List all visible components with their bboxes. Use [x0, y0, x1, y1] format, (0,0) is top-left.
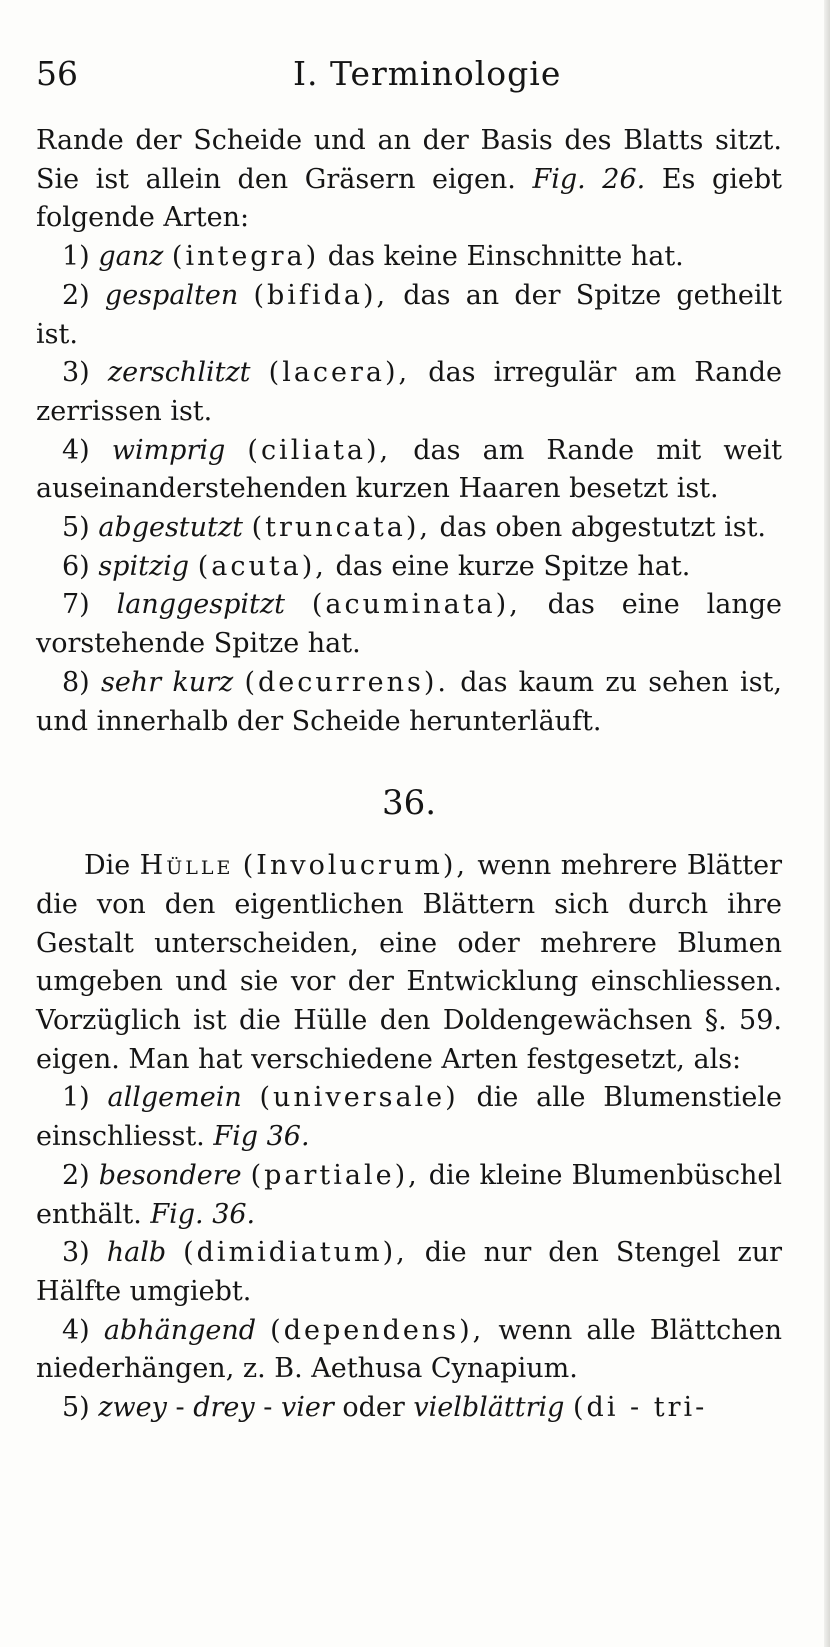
- intro-paragraph: Rande der Scheide und an der Basis des Blatts sitzt. Sie ist allein den Gräsern eigen. Fig. 26. Es giebt folgende Arten:: [36, 125, 782, 234]
- list-item: 2) gespalten (bifida), das an der Spitze getheilt ist.: [36, 279, 782, 350]
- page-edge: [824, 0, 830, 1647]
- page-header: [36, 54, 782, 104]
- list-item: 5) abgestutzt (truncata), das oben abgestutzt ist.: [62, 512, 767, 544]
- list-item: 4) wimprig (ciliata), das am Rande mit weit auseinanderstehenden kurzen Haaren besetzt ist.: [36, 434, 782, 505]
- list-item: 6) spitzig (acuta), das eine kurze Spitze hat.: [62, 550, 691, 582]
- intro-line-2: Es giebt folgende Arten:: [36, 163, 782, 234]
- text-block-continuation: [36, 122, 782, 741]
- defined-term-latin: (Involucrum),: [242, 850, 469, 882]
- list-item: 1) ganz (integra) das keine Einschnitte hat.: [62, 241, 684, 273]
- list-item: 2) besondere (partiale), die kleine Blumenbüschel enthält. Fig. 36.: [36, 1159, 782, 1230]
- list-item: 1) allgemein (universale) die alle Blumenstiele einschliesst. Fig 36.: [36, 1082, 782, 1153]
- list-item: 5) zwey - drey - vier oder vielblättrig (di - tri-: [62, 1392, 708, 1424]
- list-item: 8) sehr kurz (decurrens). das kaum zu sehen ist, und innerhalb der Scheide herunterläuft.: [36, 666, 782, 737]
- page-number: 56: [36, 54, 78, 93]
- figure-reference: Fig. 26.: [532, 163, 646, 195]
- figure-reference: Fig 36.: [213, 1121, 310, 1153]
- defined-term: Hülle: [139, 850, 234, 882]
- section-paragraph: Die Hülle (Involucrum), wenn mehrere Blätter die von den eigentlichen Blättern sich durch ihre Gestalt unterscheiden, eine oder mehrere Blumen umgeben und sie vor der Entwicklung einschliessen. Vorzüglich ist die Hülle den Doldengewächsen §. 59. eigen. Man hat verschiedene Arten festgesetzt, als:: [36, 850, 782, 1075]
- list-item: 3) halb (dimidiatum), die nur den Stengel zur Hälfte umgiebt.: [36, 1237, 783, 1307]
- list-item: 4) abhängend (dependens), wenn alle Blättchen niederhängen, z. B. Aethusa Cynapium.: [36, 1314, 782, 1385]
- running-title: I. Terminologie: [293, 54, 562, 93]
- section-number: 36.: [381, 783, 437, 824]
- list-item: 7) langgespitzt (acuminata), das eine lange vorstehende Spitze hat.: [36, 589, 782, 660]
- figure-reference: Fig. 36.: [150, 1198, 256, 1230]
- list-item: 3) zerschlitzt (lacera), das irregulär am Rande zerrissen ist.: [36, 357, 782, 427]
- section-body: [36, 847, 782, 1428]
